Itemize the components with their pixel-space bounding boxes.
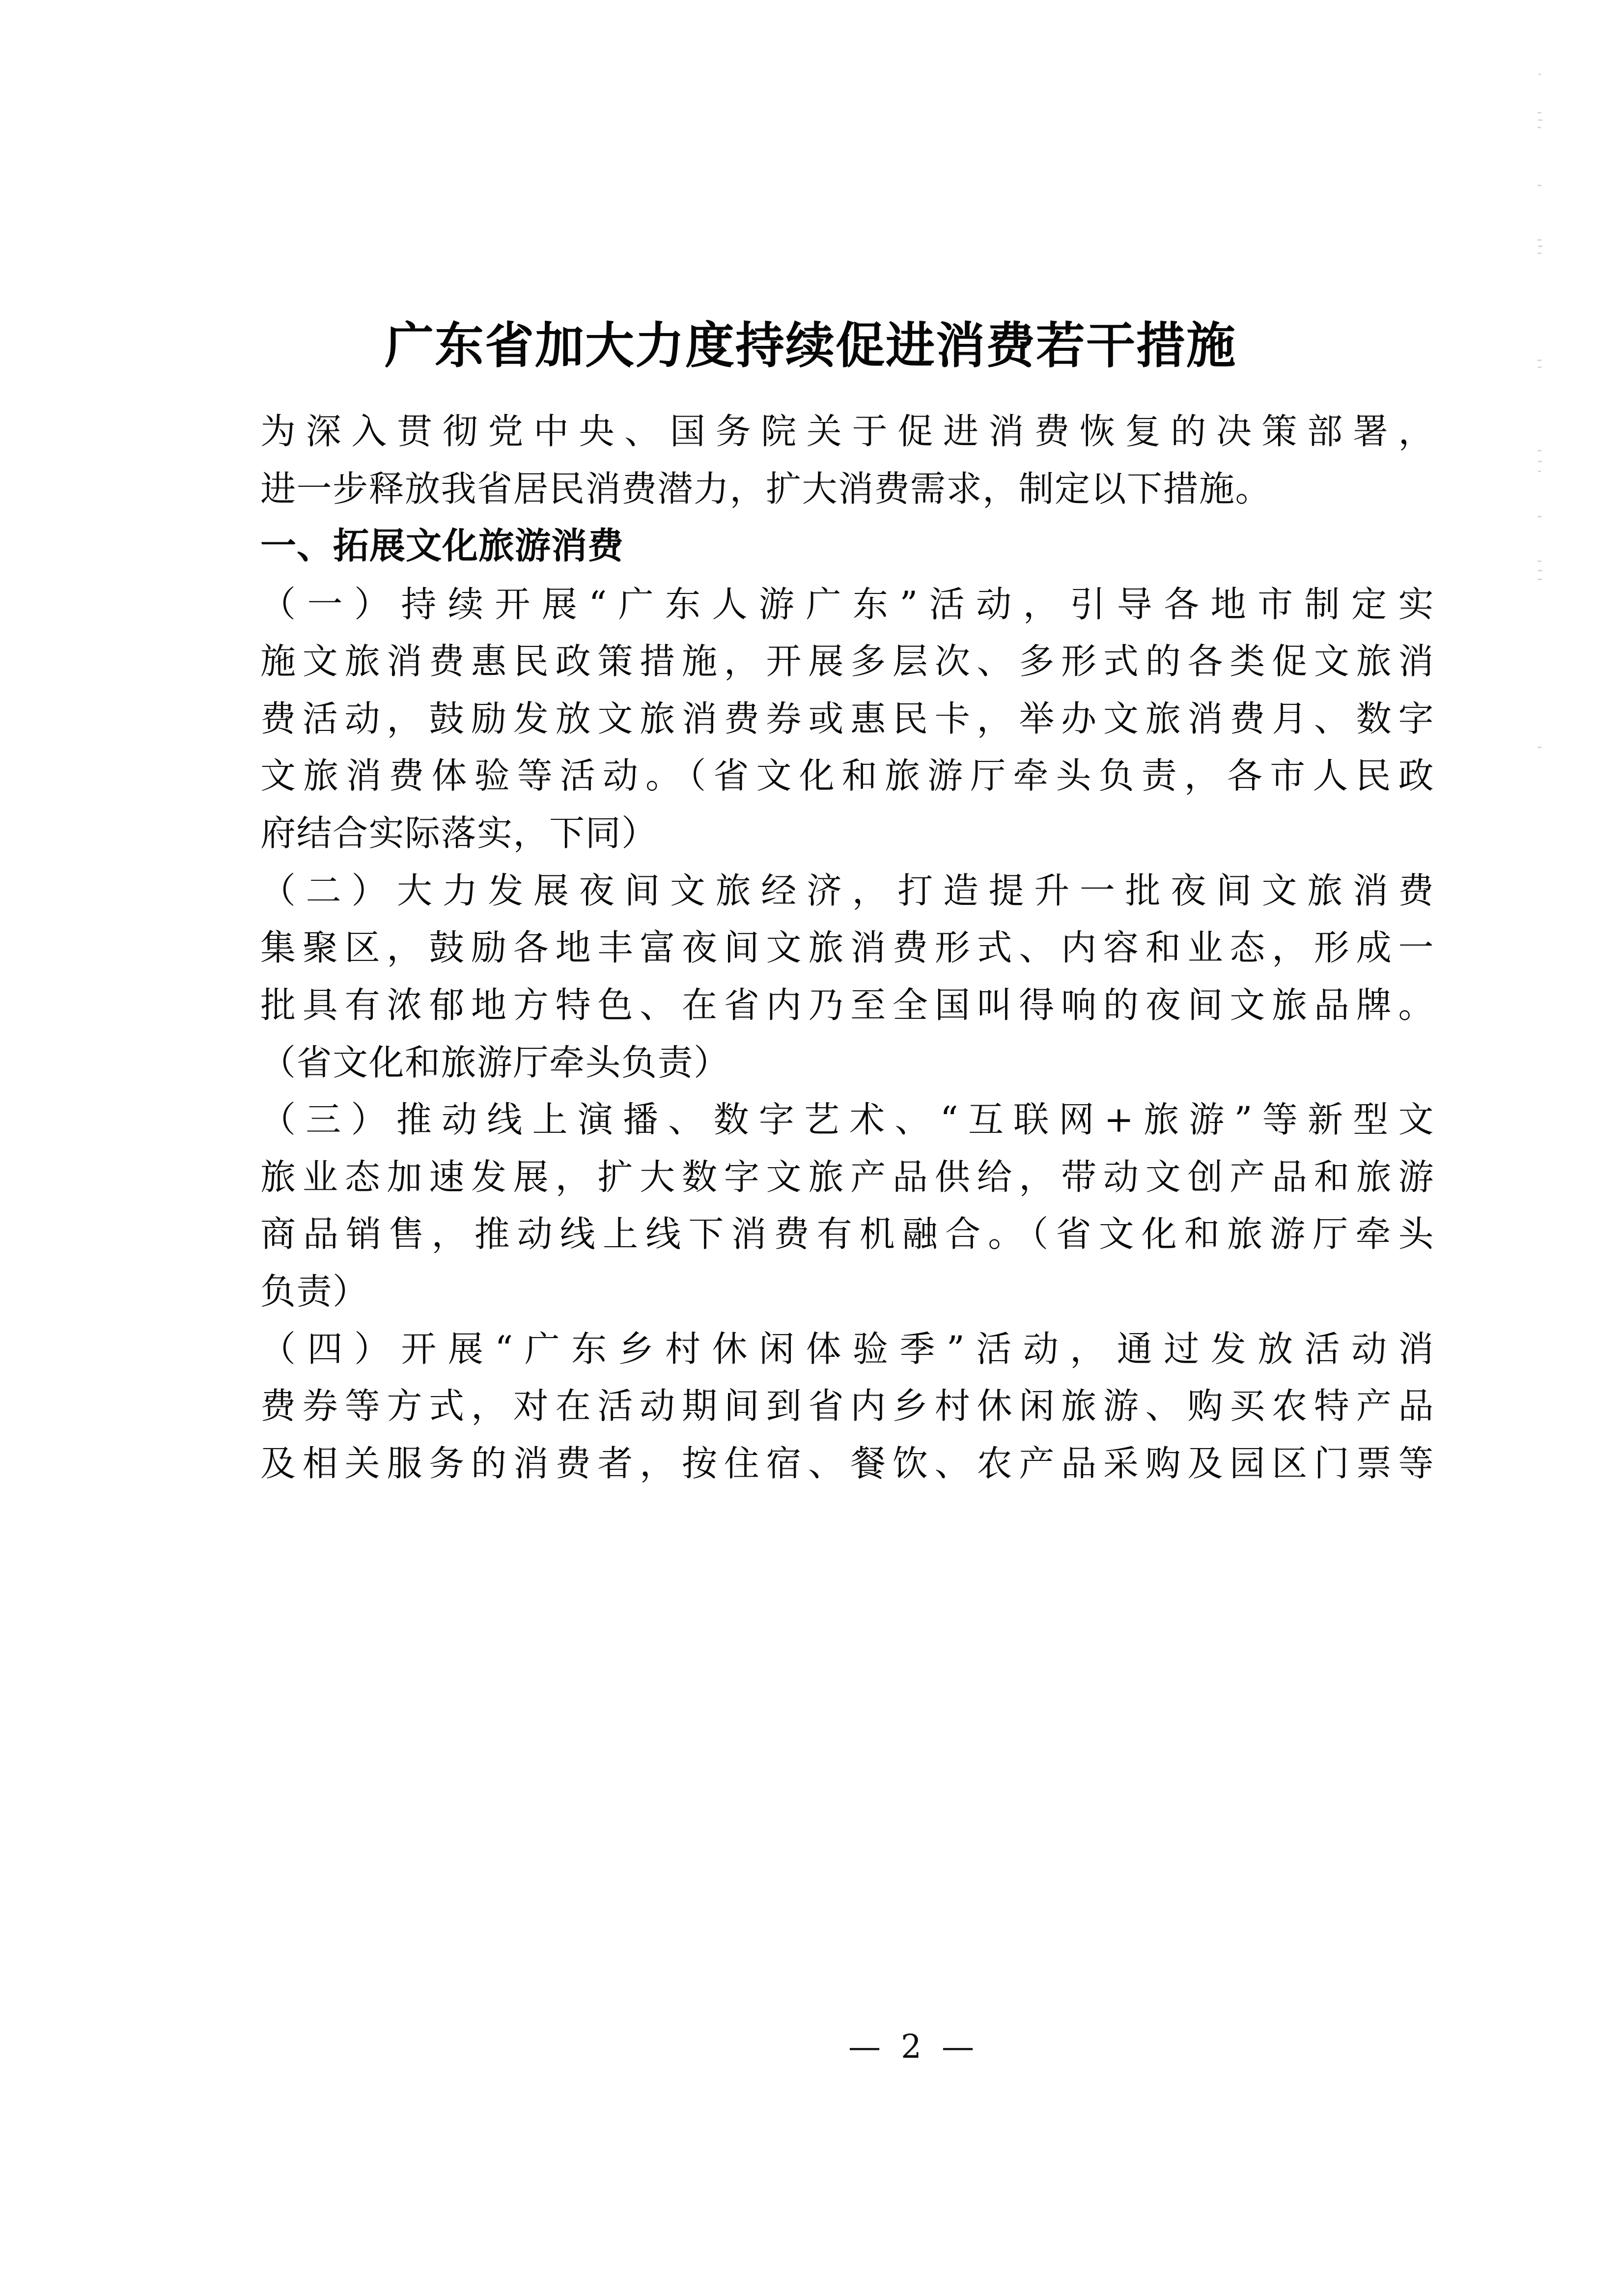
text-line: 及相关服务的消费者，按住宿、餐饮、农产品采购及园区门票等 [260, 1442, 1434, 1484]
scan-speckle [1538, 366, 1541, 368]
scan-speckle [1537, 450, 1541, 451]
section-heading-1: 一、拓展文化旅游消费 [260, 525, 624, 567]
document-body [187, 314, 1434, 1492]
scan-speckle [1537, 112, 1541, 113]
clause-item-2 [187, 862, 1434, 1092]
text-line: 施文旅消费惠民政策措施，开展多层次、多形式的各类促文旅消 [260, 641, 1434, 682]
paragraph [187, 403, 1434, 517]
text-line: （二）大力发展夜间文旅经济，打造提升一批夜间文旅消费 [260, 869, 1434, 911]
scan-speckle [1537, 185, 1541, 186]
scan-speckle [1538, 74, 1541, 75]
page-number: — 2 — [848, 2028, 979, 2066]
section-heading-block [187, 517, 1434, 575]
clause-item-1 [187, 576, 1434, 862]
scan-speckle [1537, 516, 1541, 517]
text-line: （省文化和旅游厅牵头负责） [260, 1041, 730, 1083]
text-line: 为深入贯彻党中央、国务院关于促进消费恢复的决策部署， [260, 411, 1434, 452]
scan-speckle [1537, 747, 1541, 748]
text-line: 进一步释放我省居民消费潜力，扩大消费需求，制定以下措施。 [260, 468, 1272, 509]
scan-speckle [1537, 579, 1542, 580]
page-title: 广东省加大力度持续促进消费若干措施 [385, 317, 1236, 374]
scan-speckle [1537, 239, 1541, 241]
scan-speckle [1537, 252, 1541, 254]
text-line: 费活动，鼓励发放文旅消费券或惠民卡，举办文旅消费月、数字 [260, 698, 1434, 739]
scan-speckle [1538, 570, 1542, 571]
clause-item-4 [187, 1320, 1434, 1492]
text-line: （一）持续开展“广东人游广东”活动，引导各地市制定实 [260, 583, 1434, 625]
scan-speckle [1537, 560, 1541, 562]
paragraph [187, 1091, 1434, 1320]
scan-speckle [1538, 471, 1541, 472]
text-line: 费券等方式，对在活动期间到省内乡村休闲旅游、购买农特产品 [260, 1385, 1434, 1427]
text-line: 批具有浓郁地方特色、在省内乃至全国叫得响的夜间文旅品牌。 [260, 984, 1434, 1026]
text-line: 商品销售，推动线上线下消费有机融合。（省文化和旅游厅牵头 [260, 1213, 1434, 1255]
preamble-paragraph [187, 403, 1434, 517]
text-line: （三）推动线上演播、数字艺术、“互联网+旅游”等新型文 [260, 1099, 1434, 1141]
text-line: 集聚区，鼓励各地丰富夜间文旅消费形式、内容和业态，形成一 [260, 927, 1434, 969]
text-line: 府结合实际落实，下同） [260, 812, 658, 854]
paragraph [187, 576, 1434, 862]
scan-speckle [1537, 360, 1541, 361]
scan-speckle [1537, 127, 1541, 128]
paragraph [187, 1320, 1434, 1492]
scan-speckle [1538, 246, 1542, 247]
paragraph [187, 862, 1434, 1092]
text-line: 旅业态加速发展，扩大数字文旅产品供给，带动文创产品和旅游 [260, 1156, 1434, 1198]
scan-speckle [1538, 461, 1542, 462]
clause-item-3 [187, 1091, 1434, 1320]
text-line: 文旅消费体验等活动。（省文化和旅游厅牵头负责，各市人民政 [260, 755, 1434, 797]
text-line: 负责） [260, 1271, 369, 1312]
text-line: （四）开展“广东乡村休闲体验季”活动，通过发放活动消 [260, 1328, 1434, 1370]
scan-speckle [1538, 119, 1542, 121]
